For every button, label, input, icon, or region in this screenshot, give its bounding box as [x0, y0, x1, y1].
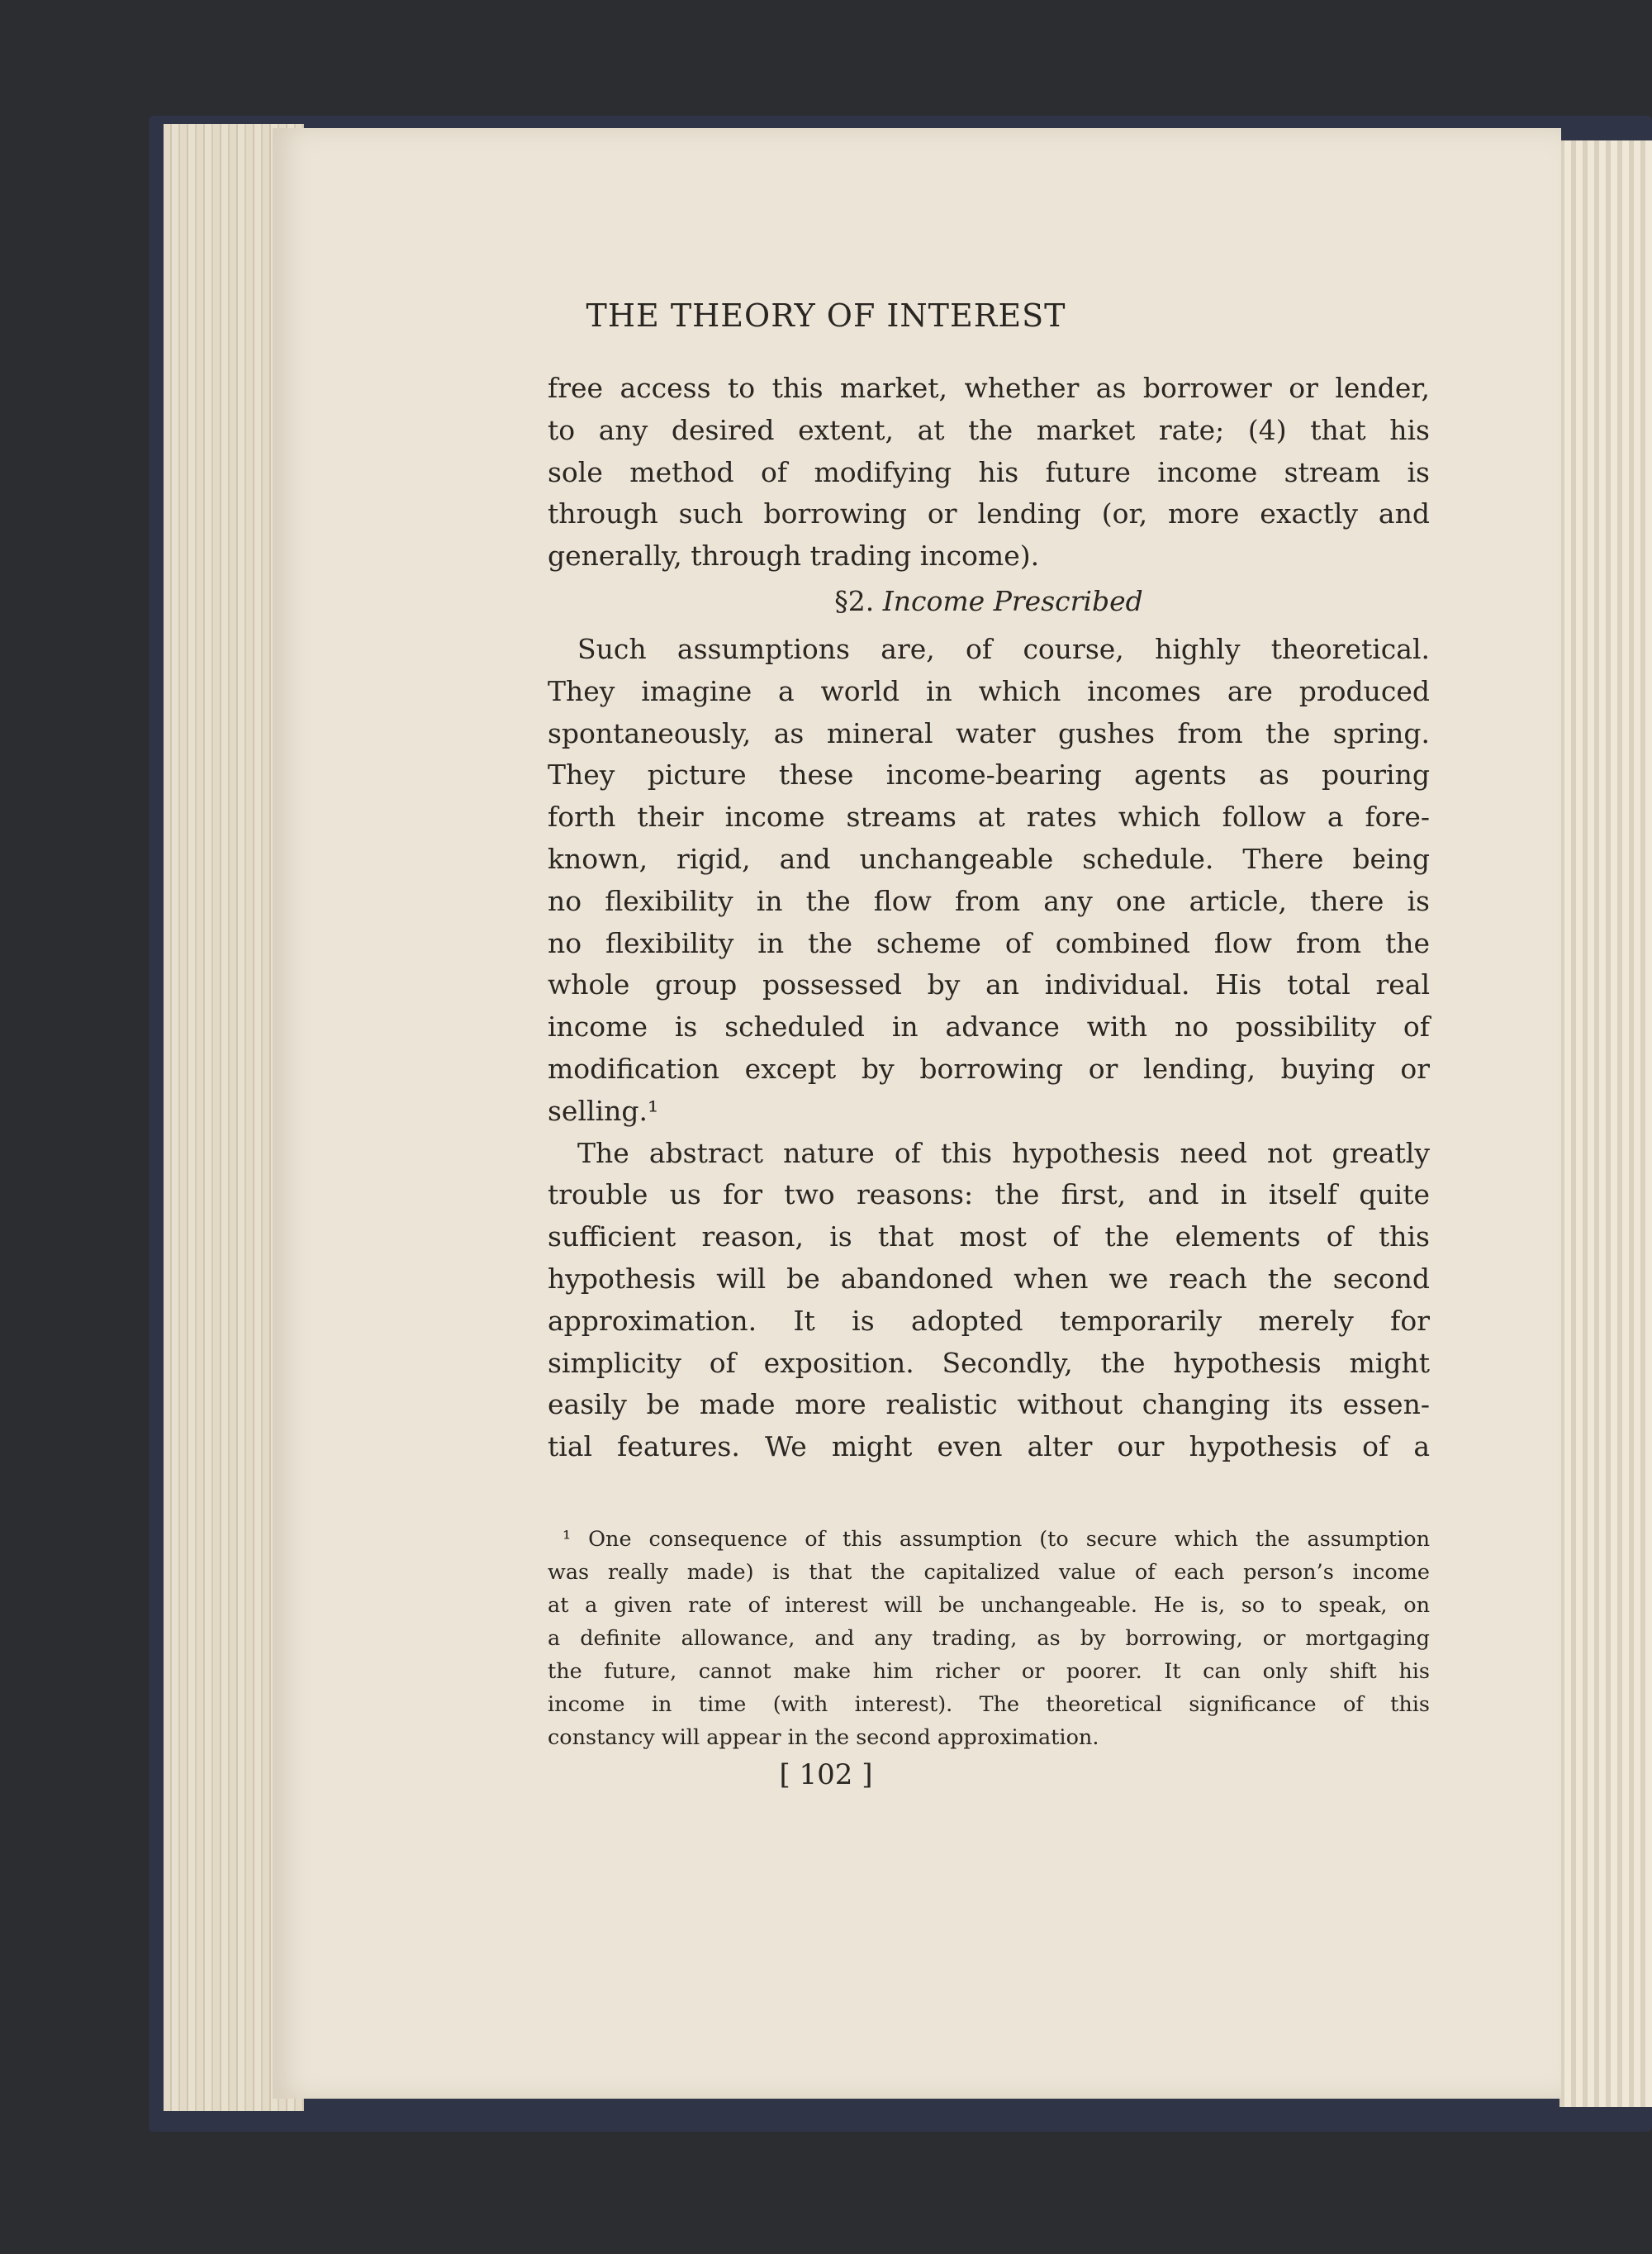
text-line: They picture these income-bearing agents as pouring [548, 758, 1430, 792]
section-heading [548, 578, 1430, 629]
text-line: no flexibility in the flow from any one article, there is [548, 884, 1430, 917]
paragraph [548, 1133, 1430, 1468]
paragraph [548, 368, 1430, 578]
paragraphs-after [548, 629, 1430, 1468]
text-line: forth their income streams at rates which follow a fore- [548, 801, 1430, 834]
text-line: hypothesis will be abandoned when we reach the second [548, 1262, 1430, 1295]
paragraph [548, 629, 1430, 1133]
footnote-line: the future, cannot make him richer or poorer. It can only shift his [548, 1659, 1430, 1684]
footnote [548, 1523, 1430, 1754]
running-title: THE THEORY OF INTEREST [586, 297, 1066, 334]
text-line: known, rigid, and unchangeable schedule. There being [548, 842, 1430, 875]
text-line: approximation. It is adopted temporarily merely for [548, 1304, 1430, 1337]
text-line: whole group possessed by an individual. His total real [548, 968, 1430, 1001]
text-line: sole method of modifying his future income stream is [548, 455, 1430, 488]
text-line: income is scheduled in advance with no possibility of [548, 1010, 1430, 1044]
footnote-line: constancy will appear in the second approximation. [548, 1725, 1099, 1750]
body-text [548, 368, 1430, 1468]
footnote-line: income in time (with interest). The theoretical significance of this [548, 1692, 1430, 1717]
text-line: no flexibility in the scheme of combined flow from the [548, 926, 1430, 959]
text-line: selling.¹ [548, 1094, 659, 1127]
footnote-line: a definite allowance, and any trading, as by borrowing, or mortgaging [548, 1626, 1430, 1651]
text-line: simplicity of exposition. Secondly, the hypothesis might [548, 1346, 1430, 1379]
text-line: free access to this market, whether as borrower or lender, [548, 372, 1430, 404]
footnote-line: ¹ One consequence of this assumption (to secure which the assumption [563, 1527, 1430, 1552]
text-line: easily be made more realistic without changing its essen- [548, 1388, 1430, 1421]
text-line: tial features. We might even alter our hypothesis of a [548, 1430, 1430, 1463]
page-number: [ 102 ] [779, 1758, 873, 1791]
page-stack-right [1559, 140, 1652, 2107]
text-line: through such borrowing or lending (or, more exactly and [548, 497, 1430, 530]
text-line: modification except by borrowing or lending, buying or [548, 1052, 1430, 1085]
footnote-line: at a given rate of interest will be unchangeable. He is, so to speak, on [548, 1593, 1430, 1618]
text-line: to any desired extent, at the market rate; (4) that his [548, 413, 1430, 446]
text-line: They imagine a world in which incomes are produced [548, 674, 1430, 707]
text-line: sufficient reason, is that most of the elements of this [548, 1220, 1430, 1253]
text-line: generally, through trading income). [548, 540, 1040, 573]
footnote-line: was really made) is that the capitalized value of each person’s income [548, 1560, 1430, 1585]
section-title: Income Prescribed [882, 584, 1143, 617]
section-number: §2. [834, 584, 875, 617]
text-line: The abstract nature of this hypothesis need not greatly [577, 1136, 1430, 1169]
text-line: Such assumptions are, of course, highly theoretical. [577, 632, 1430, 665]
text-line: spontaneously, as mineral water gushes from the spring. [548, 716, 1430, 749]
text-line: trouble us for two reasons: the first, and in itself quite [548, 1178, 1430, 1211]
